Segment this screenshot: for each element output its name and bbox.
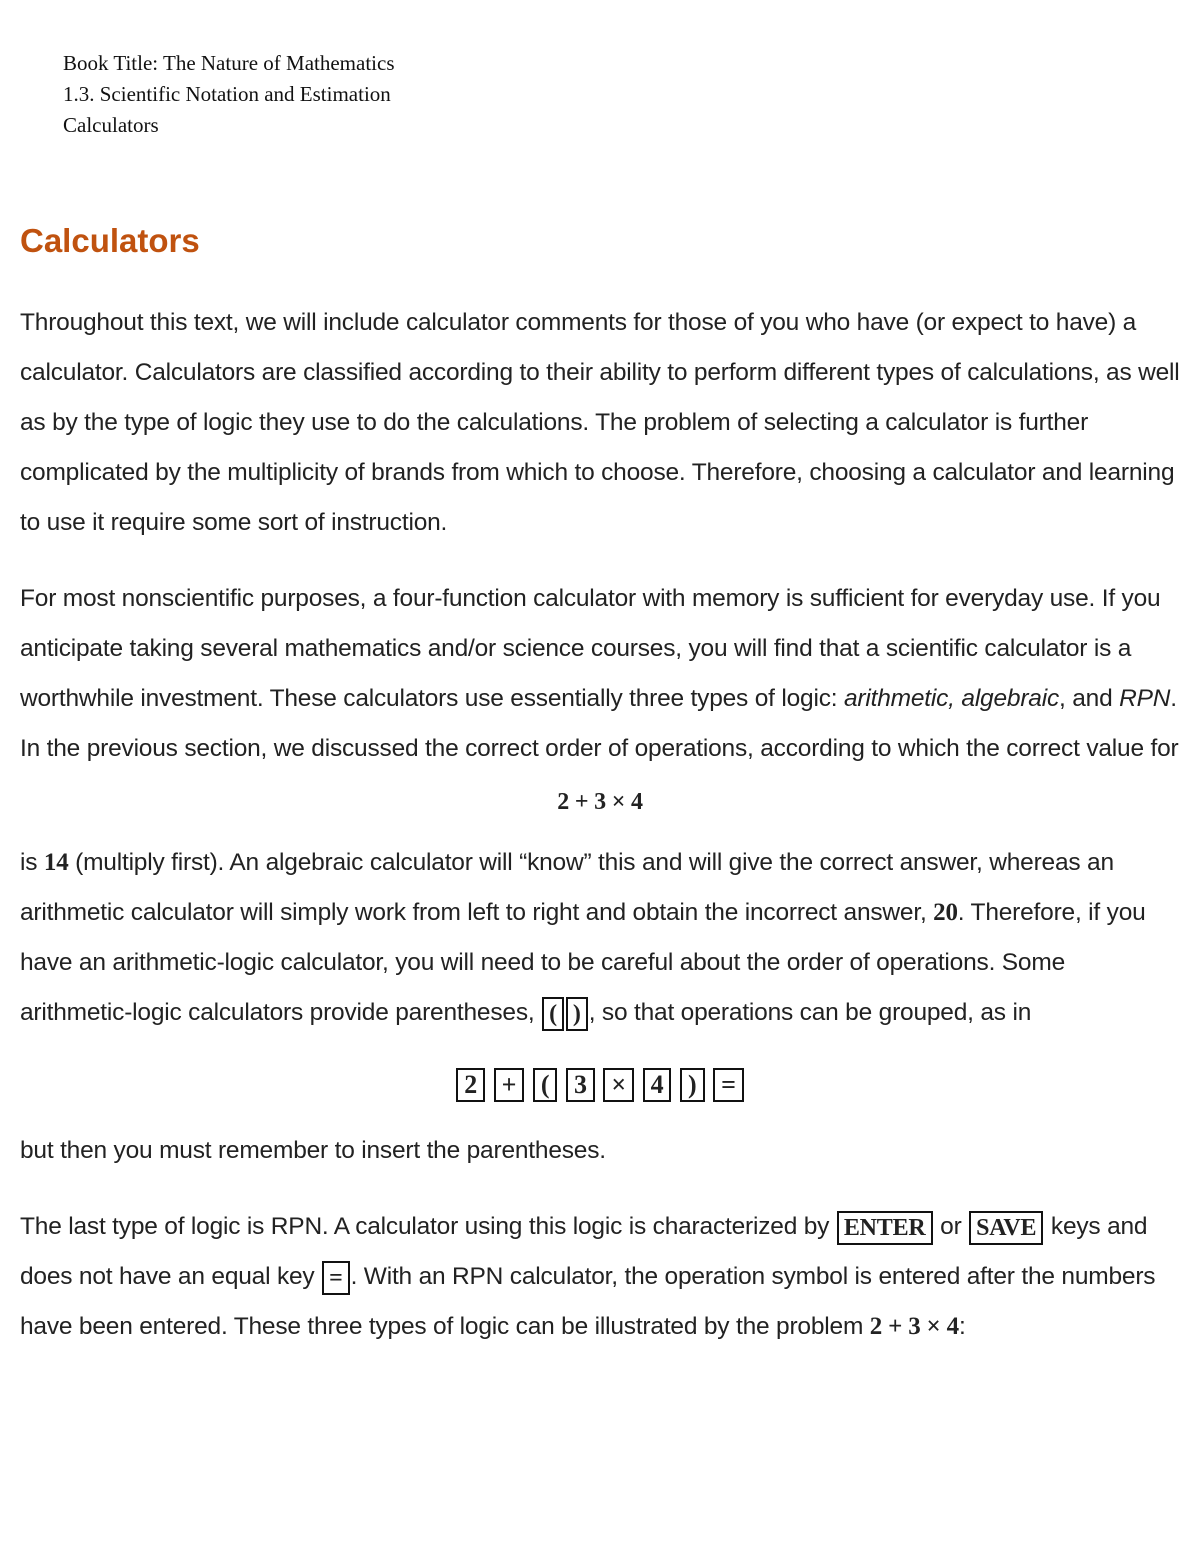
main-content [20, 298, 1180, 1378]
save-key: SAVE [969, 1211, 1043, 1245]
term-rpn: RPN [1119, 685, 1171, 712]
section-title: 1.3. Scientific Notation and Estimation [63, 82, 391, 106]
document-header [63, 48, 395, 141]
term-arithmetic: arithmetic, [843, 685, 955, 712]
key-times: × [603, 1068, 634, 1102]
value-correct: 14 [43, 849, 69, 876]
paragraph-logic-types: For most nonscientific purposes, a four-function calculator with memory is sufficient for everyday use. If you anticipate taking several mathematics and/or science courses, you will find that a scientific calculator is a worthwhile investment. These calculators use essentially three types of logic: arithmetic, algebraic, and RPN. In the previous section, we discussed the correct order of operations, according to which the correct value for [20, 585, 1179, 762]
value-incorrect: 20 [933, 899, 958, 926]
term-algebraic: algebraic [961, 685, 1060, 712]
problem-expression: 2 + 3 × 4 [869, 1313, 959, 1340]
close-paren-key: ) [566, 997, 588, 1031]
paragraph-rpn: The last type of logic is RPN. A calculator using this logic is characterized by ENTER or SAVE keys and does not have an equal key = . With an RPN calculator, the operation symbol is entered after the numbers have been entered. These three types of logic can be illustrated by the problem 2 + 3 × 4: [20, 1202, 1180, 1352]
key-equals: = [713, 1068, 744, 1102]
paragraph-intro: Throughout this text, we will include calculator comments for those of you who have (or expect to have) a calculator. Calculators are classified according to their ability to perform different types of calculations, as well as by the type of logic they use to do the calculations. The problem of selecting a calculator is further complicated by the multiplicity of brands from which to choose. Therefore, choosing a calculator and learning to use it require some sort of instruction. [20, 309, 1180, 536]
key-sequence [20, 1064, 1180, 1104]
key-close-paren: ) [680, 1068, 704, 1102]
key-open-paren: ( [533, 1068, 557, 1102]
page-title: Calculators [20, 222, 200, 259]
open-paren-key: ( [542, 997, 564, 1031]
key-plus: + [494, 1068, 525, 1102]
equation-display: 2 + 3 × 4 [557, 789, 643, 815]
paragraph-parentheses-note: but then you must remember to insert the parentheses. [20, 1137, 606, 1164]
paragraph-order-of-operations: is 14 (multiply first). An algebraic calculator will “know” this and will give the correct answer, whereas an arithmetic calculator will simply work from left to right and obtain the incorrect answer, 20. Therefore, if you have an arithmetic-logic calculator, you will need to be careful about the order of operations. Some arithmetic-logic calculators provide parentheses, ( ) , so that operations can be grouped, as in [20, 838, 1180, 1038]
key-3: 3 [566, 1068, 595, 1102]
key-2: 2 [456, 1068, 485, 1102]
key-4: 4 [643, 1068, 672, 1102]
equal-key: = [322, 1261, 349, 1295]
subsection-title: Calculators [63, 113, 159, 137]
enter-key: ENTER [837, 1211, 933, 1245]
book-title: Book Title: The Nature of Mathematics [63, 51, 395, 75]
